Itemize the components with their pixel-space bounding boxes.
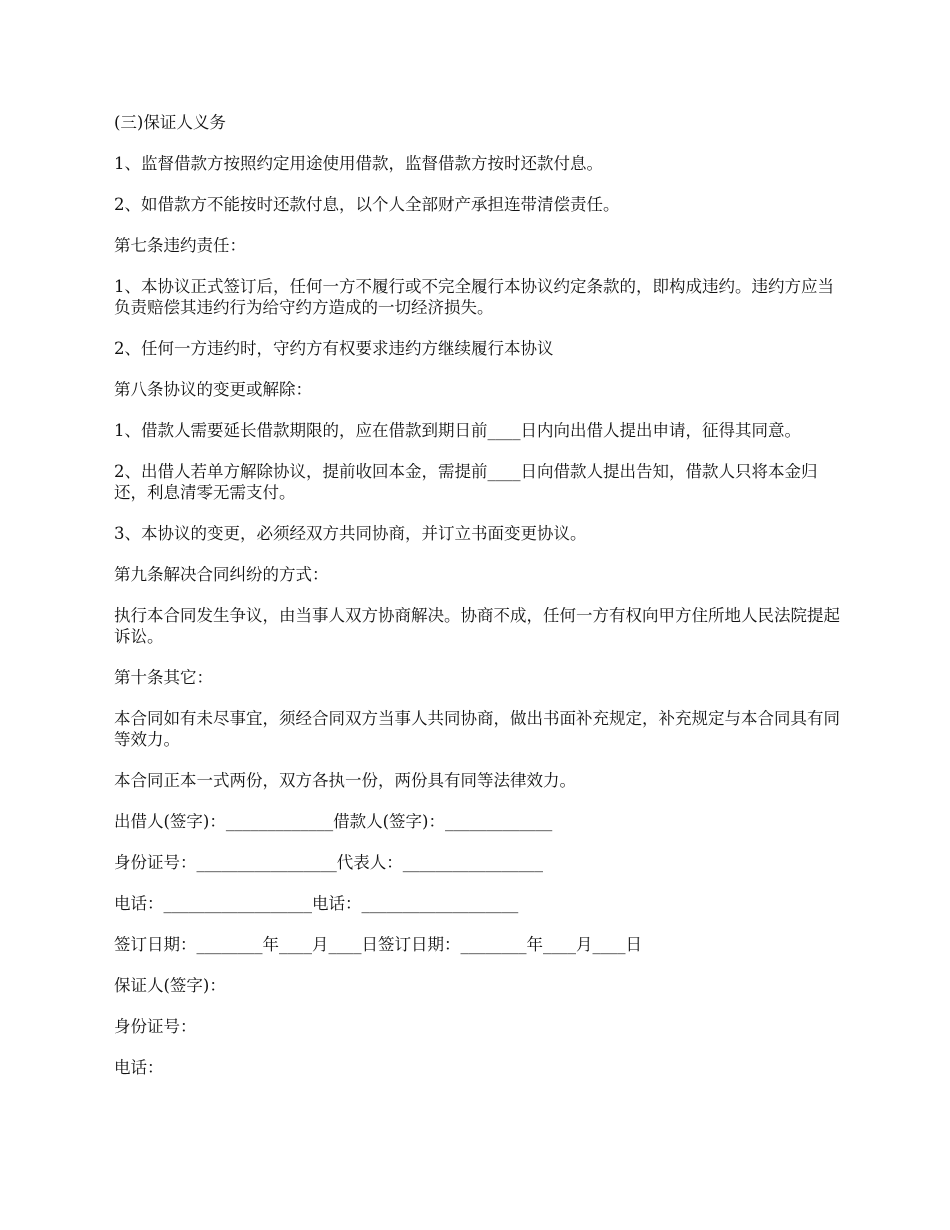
guarantor-phone-line: 电话： — [114, 1058, 164, 1077]
signature-line-lender-borrower: 出借人(签字)：_____________借款人(签字)：_____________ — [114, 812, 553, 831]
article-10-body-1: 本合同如有未尽事宜，须经合同双方当事人共同协商，做出书面补充规定，补充规定与本合同具有同等效力。 — [114, 709, 840, 749]
article-7-clause-1: 1、本协议正式签订后，任何一方不履行或不完全履行本协议约定条款的，即构成违约。违约方应当负责赔偿其违约行为给守约方造成的一切经济损失。 — [114, 277, 834, 317]
article-8-heading: 第八条协议的变更或解除： — [114, 380, 312, 399]
phone-line: 电话：__________________电话：___________________ — [114, 894, 519, 913]
guarantor-signature-line: 保证人(签字)： — [114, 976, 226, 995]
article-10-heading: 第十条其它： — [114, 668, 213, 687]
article-9-body: 执行本合同发生争议，由当事人双方协商解决。协商不成，任何一方有权向甲方住所地人民法院提起诉讼。 — [114, 606, 840, 646]
section-heading-guarantor-duties: (三)保证人义务 — [114, 113, 226, 132]
article-8-clause-3: 3、本协议的变更，必须经双方共同协商，并订立书面变更协议。 — [114, 524, 587, 543]
id-number-line: 身份证号：_________________代表人：_________________ — [114, 853, 543, 872]
article-7-clause-2: 2、任何一方违约时，守约方有权要求违约方继续履行本协议 — [114, 339, 554, 358]
guarantor-duty-1: 1、监督借款方按照约定用途使用借款，监督借款方按时还款付息。 — [114, 154, 603, 173]
guarantor-duty-2: 2、如借款方不能按时还款付息，以个人全部财产承担连带清偿责任。 — [114, 195, 620, 214]
article-7-heading: 第七条违约责任： — [114, 236, 246, 255]
article-8-clause-1: 1、借款人需要延长借款期限的，应在借款到期日前____日内向出借人提出申请，征得其同意。 — [114, 421, 801, 440]
guarantor-id-line: 身份证号： — [114, 1017, 197, 1036]
article-9-heading: 第九条解决合同纠纷的方式： — [114, 565, 329, 584]
article-8-clause-2: 2、出借人若单方解除协议，提前收回本金，需提前____日向借款人提出告知，借款人只将本金归还，利息清零无需支付。 — [114, 462, 818, 502]
article-10-body-2: 本合同正本一式两份，双方各执一份，两份具有同等法律效力。 — [114, 771, 576, 790]
document-body — [114, 112, 842, 1078]
signing-date-line: 签订日期：________年____月____日签订日期：________年____月____日 — [114, 935, 642, 954]
